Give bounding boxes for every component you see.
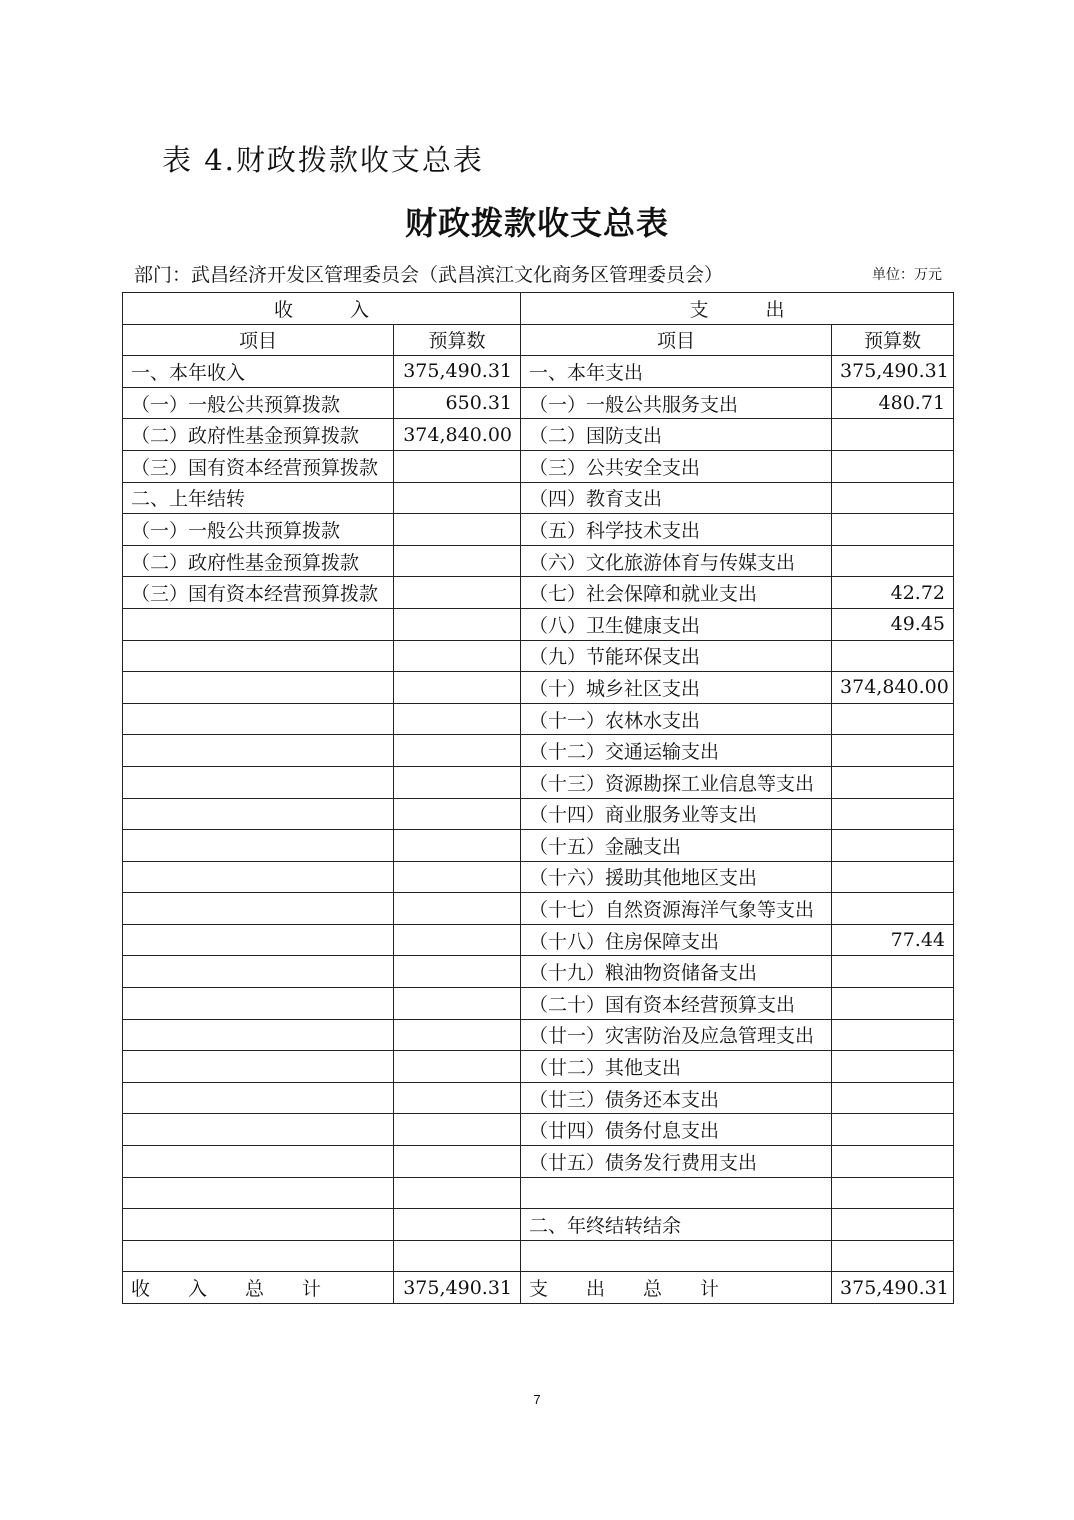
expense-value-cell: 375,490.31 [832,356,954,388]
income-value-cell [394,1209,521,1241]
expense-item-cell: （廿三）债务还本支出 [521,1082,832,1114]
expense-item-cell: （十六）援助其他地区支出 [521,861,832,893]
table-row [123,830,954,862]
income-value-cell [394,577,521,609]
income-item-cell: （三）国有资本经营预算拨款 [123,450,394,482]
income-value-cell [394,703,521,735]
expense-item-cell: （六）文化旅游体育与传媒支出 [521,545,832,577]
income-value-cell [394,1082,521,1114]
income-value-cell [394,988,521,1020]
table-row [123,356,954,388]
table-row [123,1051,954,1083]
table-row [123,640,954,672]
income-item-header: 项目 [123,324,394,356]
income-item-cell [123,1051,394,1083]
expense-value-cell [832,861,954,893]
expense-value-cell [832,640,954,672]
income-value-cell: 374,840.00 [394,419,521,451]
expense-value-cell [832,988,954,1020]
income-item-cell: （二）政府性基金预算拨款 [123,419,394,451]
table-row [123,703,954,735]
income-item-cell [123,1082,394,1114]
income-item-cell: （二）政府性基金预算拨款 [123,545,394,577]
income-header: 收 入 [123,293,521,325]
income-item-cell [123,830,394,862]
expense-item-cell: （廿五）债务发行费用支出 [521,1146,832,1178]
income-item-cell: 一、本年收入 [123,356,394,388]
table-row [123,514,954,546]
expense-total-value: 375,490.31 [832,1272,954,1304]
table-row [123,988,954,1020]
income-item-cell: （三）国有资本经营预算拨款 [123,577,394,609]
income-item-cell [123,703,394,735]
income-value-cell [394,956,521,988]
unit-label: 单位：万元 [872,267,942,283]
table-row [123,577,954,609]
income-value-cell [394,1114,521,1146]
table-row [123,956,954,988]
expense-value-cell [832,830,954,862]
table-row [123,798,954,830]
table-row [123,419,954,451]
expense-item-cell: （七）社会保障和就业支出 [521,577,832,609]
income-value-cell [394,514,521,546]
income-value-cell [394,861,521,893]
income-item-cell [123,672,394,704]
expense-value-cell: 77.44 [832,924,954,956]
income-item-cell: （一）一般公共预算拨款 [123,387,394,419]
table-row [123,1019,954,1051]
expense-item-cell: 二、年终结转结余 [521,1209,832,1241]
table-row [123,450,954,482]
income-value-cell [394,672,521,704]
income-value-cell [394,640,521,672]
income-item-cell [123,735,394,767]
expense-value-cell [832,1146,954,1178]
income-value-cell [394,1051,521,1083]
header-row-sections [123,293,954,325]
expense-item-cell: （十五）金融支出 [521,830,832,862]
expense-item-cell: （十四）商业服务业等支出 [521,798,832,830]
table-row [123,608,954,640]
income-item-cell [123,1209,394,1241]
expense-value-cell [832,893,954,925]
income-item-cell: 二、上年结转 [123,482,394,514]
expense-value-cell: 480.71 [832,387,954,419]
expense-item-cell: （廿一）灾害防治及应急管理支出 [521,1019,832,1051]
table-row [123,1146,954,1178]
expense-value-cell [832,514,954,546]
expense-value-cell: 49.45 [832,608,954,640]
expense-item-cell: （十二）交通运输支出 [521,735,832,767]
table-row [123,766,954,798]
income-value-cell [394,545,521,577]
income-value-cell [394,766,521,798]
table-caption: 表 4.财政拨款收支总表 [162,143,484,177]
table-row [123,1240,954,1272]
department-label: 部门：武昌经济开发区管理委员会（武昌滨江文化商务区管理委员会） [134,264,724,286]
expense-item-cell: （九）节能环保支出 [521,640,832,672]
expense-value-cell [832,1082,954,1114]
income-value-cell [394,1240,521,1272]
expense-value-cell [832,1240,954,1272]
income-item-cell [123,1019,394,1051]
table-row [123,1177,954,1209]
table-row [123,1114,954,1146]
expense-item-cell: （十）城乡社区支出 [521,672,832,704]
income-total-label: 收 入 总 计 [123,1272,394,1304]
income-value-cell [394,830,521,862]
table-row [123,387,954,419]
expense-item-cell: （十七）自然资源海洋气象等支出 [521,893,832,925]
expense-item-cell: （二十）国有资本经营预算支出 [521,988,832,1020]
income-value-cell [394,450,521,482]
expense-value-cell [832,1019,954,1051]
page-number: 7 [533,1392,541,1407]
income-item-cell [123,1240,394,1272]
table-row [123,735,954,767]
income-item-cell [123,1146,394,1178]
expense-item-cell: （十九）粮油物资储备支出 [521,956,832,988]
expense-value-cell [832,545,954,577]
expense-value-cell [832,735,954,767]
expense-item-cell: （三）公共安全支出 [521,450,832,482]
expense-item-cell [521,1177,832,1209]
expense-item-cell: 一、本年支出 [521,356,832,388]
table-row [123,924,954,956]
income-value-cell: 375,490.31 [394,356,521,388]
income-item-cell: （一）一般公共预算拨款 [123,514,394,546]
income-value-cell [394,1177,521,1209]
income-value-cell [394,924,521,956]
expense-item-cell [521,1240,832,1272]
income-item-cell [123,1114,394,1146]
table-row [123,545,954,577]
expense-item-cell: （十一）农林水支出 [521,703,832,735]
expense-item-cell: （八）卫生健康支出 [521,608,832,640]
expense-item-cell: （五）科学技术支出 [521,514,832,546]
income-item-cell [123,988,394,1020]
income-item-cell [123,766,394,798]
expense-item-cell: （十八）住房保障支出 [521,924,832,956]
expense-item-cell: （廿四）债务付息支出 [521,1114,832,1146]
table-row [123,893,954,925]
expense-value-cell [832,419,954,451]
income-value-cell [394,608,521,640]
income-value-cell: 650.31 [394,387,521,419]
table-row [123,672,954,704]
expense-total-label: 支 出 总 计 [521,1272,832,1304]
income-item-cell [123,640,394,672]
table-row [123,482,954,514]
expense-budget-header: 预算数 [832,324,954,356]
income-value-cell [394,482,521,514]
income-item-cell [123,893,394,925]
budget-table [122,292,954,1304]
expense-value-cell [832,450,954,482]
income-value-cell [394,798,521,830]
expense-value-cell [832,798,954,830]
income-item-cell [123,861,394,893]
expense-value-cell [832,1177,954,1209]
income-item-cell [123,1177,394,1209]
expense-value-cell [832,703,954,735]
expense-item-cell: （一）一般公共服务支出 [521,387,832,419]
expense-value-cell: 42.72 [832,577,954,609]
table-row [123,1209,954,1241]
expense-item-cell: （廿二）其他支出 [521,1051,832,1083]
expense-header: 支 出 [521,293,954,325]
expense-item-header: 项目 [521,324,832,356]
expense-item-cell: （二）国防支出 [521,419,832,451]
income-total-value: 375,490.31 [394,1272,521,1304]
income-item-cell [123,924,394,956]
income-item-cell [123,798,394,830]
expense-value-cell [832,482,954,514]
income-item-cell [123,608,394,640]
page-title: 财政拨款收支总表 [404,204,669,242]
expense-value-cell [832,956,954,988]
header-row-columns [123,324,954,356]
expense-value-cell [832,1114,954,1146]
income-item-cell [123,956,394,988]
income-value-cell [394,893,521,925]
income-value-cell [394,1019,521,1051]
expense-value-cell: 374,840.00 [832,672,954,704]
expense-value-cell [832,1209,954,1241]
totals-row [123,1272,954,1304]
income-value-cell [394,735,521,767]
expense-value-cell [832,766,954,798]
income-budget-header: 预算数 [394,324,521,356]
expense-value-cell [832,1051,954,1083]
income-value-cell [394,1146,521,1178]
expense-item-cell: （四）教育支出 [521,482,832,514]
table-row [123,861,954,893]
expense-item-cell: （十三）资源勘探工业信息等支出 [521,766,832,798]
table-row [123,1082,954,1114]
